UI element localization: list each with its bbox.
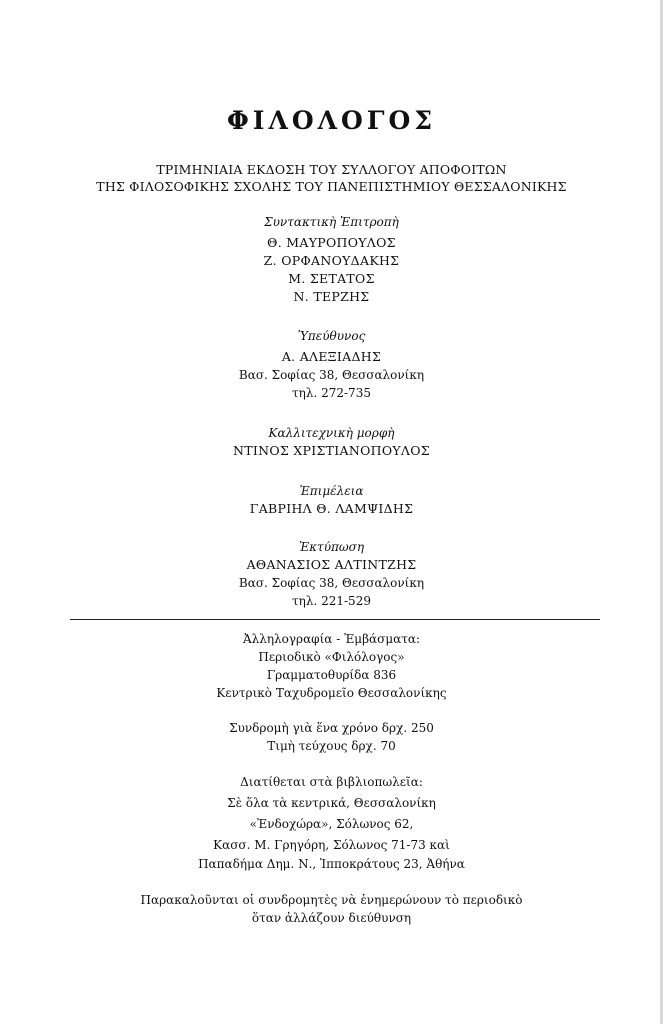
availability-line: Κασσ. Μ. Γρηγόρη, Σόλωνος 71-73 καὶ	[213, 838, 450, 852]
notice-line: Παρακαλοῦνται οἱ συνδρομητὲς νὰ ἐνημερώνουν τὸ περιοδικὸ	[140, 893, 523, 907]
availability-line: Παπαδήμα Δημ. Ν., Ἱπποκράτους 23, Ἀθήνα	[198, 857, 465, 871]
notice-line: ὅταν ἀλλάζουν διεύθυνση	[251, 911, 412, 925]
committee-member: Ν. ΤΕΡΖΗΣ	[293, 289, 370, 304]
responsible-label: Ὑπεύθυνος	[297, 329, 366, 343]
responsible-phone: τηλ. 272-735	[292, 386, 371, 400]
subtitle-line-1: ΤΡΙΜΗΝΙΑΙΑ ΕΚΔΟΣΗ ΤΟΥ ΣΥΛΛΟΓΟΥ ΑΠΟΦΟΙΤΩΝ	[156, 162, 507, 177]
art-name: ΝΤΙΝΟΣ ΧΡΙΣΤΙΑΝΟΠΟΥΛΟΣ	[233, 443, 430, 458]
correspondence-line: Περιοδικὸ «Φιλόλογος»	[258, 650, 405, 664]
printing-label: Ἐκτύπωση	[298, 540, 365, 554]
printing-phone: τηλ. 221-529	[292, 594, 371, 608]
editing-label: Ἐπιμέλεια	[299, 484, 364, 498]
editing-name: ΓΑΒΡΙΗΛ Θ. ΛΑΜΨΙΔΗΣ	[249, 501, 414, 516]
availability-line: Σὲ ὅλα τὰ κεντρικά, Θεσσαλονίκη	[227, 796, 436, 810]
correspondence-line: Ἀλληλογραφία - Ἐμβάσματα:	[242, 632, 421, 646]
subtitle-line-2: ΤΗΣ ΦΙΛΟΣΟΦΙΚΗΣ ΣΧΟΛΗΣ ΤΟΥ ΠΑΝΕΠΙΣΤΗΜΙΟΥ ΘΕΣΣΑΛΟΝΙΚΗΣ	[96, 179, 567, 194]
availability-line: «Ἐνδοχώρα», Σόλωνος 62,	[249, 817, 414, 831]
responsible-address: Βασ. Σοφίας 38, Θεσσαλονίκη	[238, 368, 425, 382]
art-label: Καλλιτεχνικὴ μορφὴ	[268, 426, 395, 440]
divider-rule	[70, 619, 600, 620]
printing-name: ΑΘΑΝΑΣΙΟΣ ΑΛΤΙΝΤΖΗΣ	[246, 557, 417, 572]
subscription-line: Τιμὴ τεύχους δρχ. 70	[267, 739, 396, 753]
committee-member: Μ. ΣΕΤΑΤΟΣ	[288, 271, 375, 286]
correspondence-line: Γραμματοθυρίδα 836	[266, 668, 397, 682]
availability-line: Διατίθεται στὰ βιβλιοπωλεῖα:	[240, 775, 423, 789]
committee-member: Ζ. ΟΡΦΑΝΟΥΔΑΚΗΣ	[263, 253, 400, 268]
committee-member: Θ. ΜΑΥΡΟΠΟΥΛΟΣ	[267, 235, 396, 250]
journal-title: ΦΙΛΟΛΟΓΟΣ	[226, 106, 437, 135]
subscription-line: Συνδρομὴ γιὰ ἕνα χρόνο δρχ. 250	[229, 721, 434, 735]
printing-address: Βασ. Σοφίας 38, Θεσσαλονίκη	[238, 576, 425, 590]
editorial-committee-label: Συντακτικὴ Ἐπιτροπὴ	[264, 215, 399, 229]
responsible-name: Α. ΑΛΕΞΙΑΔΗΣ	[281, 349, 382, 364]
correspondence-line: Κεντρικὸ Ταχυδρομεῖο Θεσσαλονίκης	[216, 686, 447, 700]
